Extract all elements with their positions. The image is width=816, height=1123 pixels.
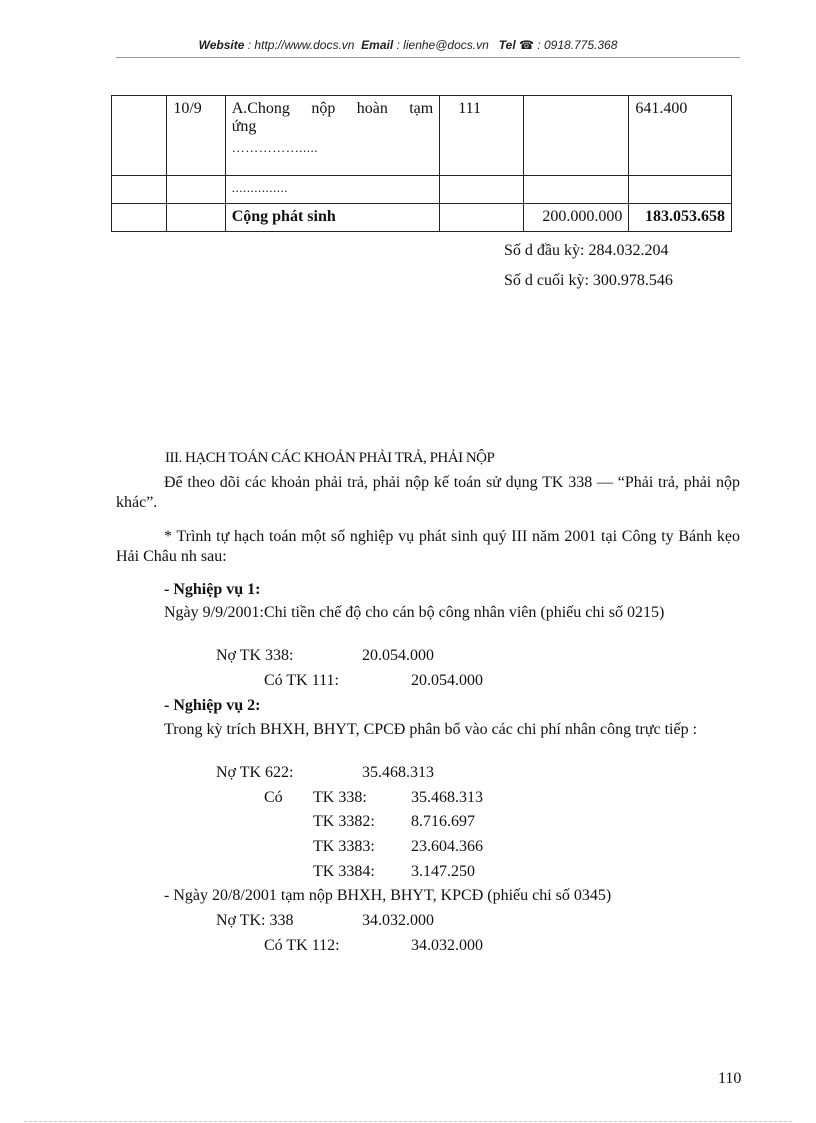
op2-credit-word: Có — [264, 789, 283, 806]
total-credit: 183.053.658 — [629, 204, 732, 232]
op2-credit-amount: 3.147.250 — [411, 863, 475, 880]
table-cell-description: ............... — [225, 176, 440, 204]
op2-credit-amount: 35.468.313 — [411, 789, 483, 806]
op2-credit-amount: 8.716.697 — [411, 813, 475, 830]
table-cell-description — [225, 96, 440, 176]
op1-heading: - Nghiệp vụ 1: — [164, 581, 261, 598]
op3-debit-account: Nợ TK: 338 — [216, 912, 294, 929]
table-cell-debit — [523, 96, 629, 176]
total-label: Cộng phát sinh — [225, 204, 440, 232]
op1-debit-amount: 20.054.000 — [362, 647, 434, 664]
op2-debit-account: Nợ TK 622: — [216, 764, 294, 781]
tel-value: : 0918.775.368 — [537, 38, 618, 52]
intro-paragraph: Để theo dõi các khoản phải trả, phải nộp kế toán sử dụng TK 338 — “Phải trả, phải nộp khác”. — [116, 474, 740, 511]
table-cell — [112, 204, 167, 232]
table-cell — [167, 176, 225, 204]
page-bottom-divider — [24, 1121, 792, 1122]
page-header — [0, 38, 816, 52]
table-cell-account: 111 — [440, 96, 524, 176]
total-debit: 200.000.000 — [523, 204, 629, 232]
table-cell — [167, 204, 225, 232]
table-cell — [523, 176, 629, 204]
op1-credit-amount: 20.054.000 — [411, 672, 483, 689]
op2-credit-account: TK 3383: — [313, 838, 375, 855]
op2-text: Trong kỳ trích BHXH, BHYT, CPCĐ phân bổ vào các chi phí nhân công trực tiếp : — [164, 721, 698, 738]
op3-credit-amount: 34.032.000 — [411, 937, 483, 954]
ledger-table — [111, 95, 732, 232]
op1-text: Ngày 9/9/2001:Chi tiền chế độ cho cán bộ công nhân viên (phiếu chi số 0215) — [164, 604, 665, 621]
website-label: Website — [198, 38, 245, 52]
email-label: Email — [361, 38, 394, 52]
description-line: ứng — [231, 118, 257, 135]
op2-debit-amount: 35.468.313 — [362, 764, 434, 781]
closing-balance: Số d cuối kỳ: 300.978.546 — [504, 272, 673, 289]
opening-balance: Số d đầu kỳ: 284.032.204 — [504, 242, 669, 259]
table-cell — [629, 176, 732, 204]
table-cell — [112, 96, 167, 176]
op3-credit-account: Có TK 112: — [264, 937, 340, 954]
op1-credit-account: Có TK 111: — [264, 672, 339, 689]
table-cell — [440, 176, 524, 204]
table-row-total — [112, 204, 732, 232]
website-url: : http://www.docs.vn — [247, 38, 355, 52]
section-heading: III. HẠCH TOÁN CÁC KHOẢN PHẢI TRẢ, PHẢI NỘP — [165, 450, 495, 466]
table-cell — [440, 204, 524, 232]
table-cell-date: 10/9 — [167, 96, 225, 176]
table-cell-credit: 641.400 — [629, 96, 732, 176]
sequence-paragraph: * Trình tự hạch toán một số nghiệp vụ phát sinh quý III năm 2001 tại Công ty Bánh kẹo Hải Châu nh sau: — [116, 528, 740, 565]
op2-credit-account: TK 338: — [313, 789, 367, 806]
table-row — [112, 96, 732, 176]
op2-credit-account: TK 3384: — [313, 863, 375, 880]
op2-credit-amount: 23.604.366 — [411, 838, 483, 855]
page-number: 110 — [718, 1070, 742, 1087]
description-line: A.Chong nộp hoàn tạm — [231, 100, 434, 117]
table-cell — [112, 176, 167, 204]
email-value: : lienhe@docs.vn — [396, 38, 489, 52]
op1-debit-account: Nợ TK 338: — [216, 647, 294, 664]
table-row — [112, 176, 732, 204]
op3-debit-amount: 34.032.000 — [362, 912, 434, 929]
op3-text: - Ngày 20/8/2001 tạm nộp BHXH, BHYT, KPCĐ (phiếu chi số 0345) — [164, 887, 612, 904]
op2-credit-account: TK 3382: — [313, 813, 375, 830]
header-divider — [116, 57, 740, 58]
description-dots: ……………..... — [231, 140, 318, 155]
tel-label: Tel ☎ — [498, 38, 534, 52]
op2-heading: - Nghiệp vụ 2: — [164, 697, 261, 714]
